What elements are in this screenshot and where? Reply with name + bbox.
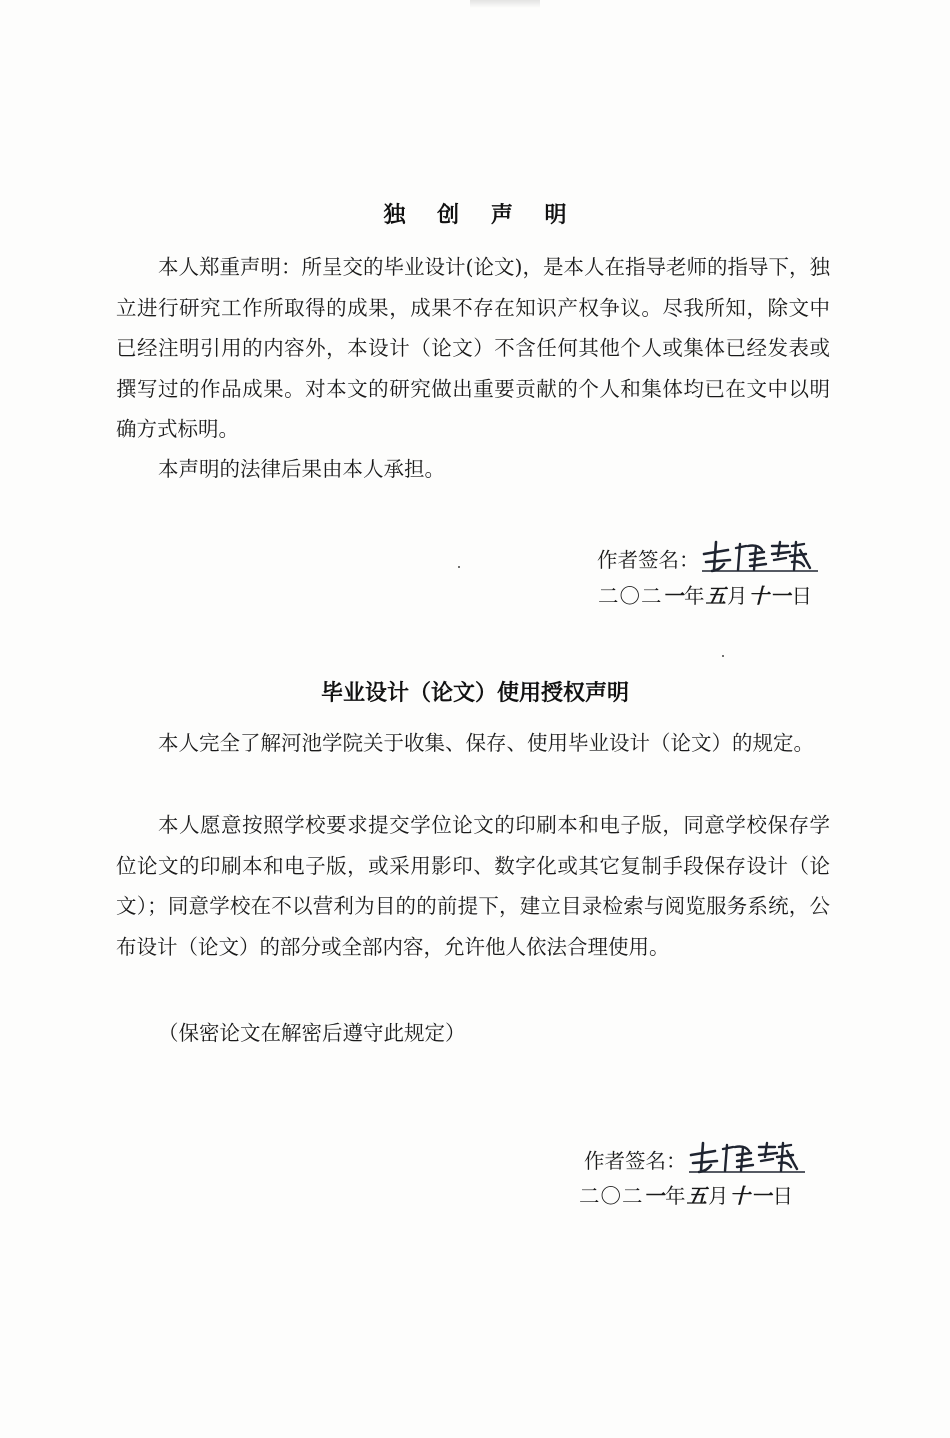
handwritten-month: 五 <box>705 584 727 608</box>
date-year-suffix: 年 <box>665 1184 687 1208</box>
scan-speck <box>458 566 460 568</box>
handwritten-year-digit: 一 <box>662 584 684 608</box>
date-year-prefix: 二〇二 <box>598 584 663 608</box>
handwritten-month: 五 <box>686 1184 708 1208</box>
handwritten-day: 十一 <box>729 1184 773 1208</box>
originality-declaration-paragraph: 本人郑重声明：所呈交的毕业设计(论文)，是本人在指导老师的指导下，独立进行研究工作所取得的成果，成果不存在知识产权争议。尽我所知，除文中已经注明引用的内容外，本设计（论文）不含任何其他个人或集体已经发表或撰写过的作品成果。对本文的研究做出重要贡献的个人和集体均已在文中以明确方式标明。 <box>116 255 830 441</box>
declaration-date <box>598 582 813 610</box>
scan-edge-shadow <box>470 0 540 8</box>
date-day-suffix: 日 <box>791 584 813 608</box>
handwritten-signature <box>687 1141 807 1175</box>
date-day-suffix: 日 <box>772 1184 794 1208</box>
authorization-date <box>579 1182 794 1210</box>
signature-label: 作者签名： <box>597 548 700 572</box>
authorization-consent-paragraph: 本人愿意按照学校要求提交学位论文的印刷本和电子版，同意学校保存学位论文的印刷本和电子版，或采用影印、数字化或其它复制手段保存设计（论文）；同意学校在不以营利为目的的前提下，建立目录检索与阅览服务系统，公布设计（论文）的部分或全部内容，允许他人依法合理使用。 <box>116 813 830 959</box>
author-signature-line <box>584 1141 807 1175</box>
handwritten-signature <box>700 540 820 574</box>
signature-strokes <box>687 1141 807 1175</box>
authorization-understanding-paragraph: 本人完全了解河池学院关于收集、保存、使用毕业设计（论文）的规定。 <box>158 731 814 755</box>
date-year-suffix: 年 <box>684 584 706 608</box>
date-year-prefix: 二〇二 <box>579 1184 644 1208</box>
legal-responsibility-paragraph: 本声明的法律后果由本人承担。 <box>158 457 445 481</box>
scan-speck <box>722 655 724 657</box>
date-month-suffix: 月 <box>708 1184 730 1208</box>
handwritten-year-digit: 一 <box>643 1184 665 1208</box>
authorization-declaration-title: 毕业设计（论文）使用授权声明 <box>320 681 629 706</box>
confidentiality-note: （保密论文在解密后遵守此规定） <box>158 1021 466 1045</box>
date-month-suffix: 月 <box>727 584 749 608</box>
signature-label: 作者签名： <box>584 1149 687 1173</box>
handwritten-day: 十一 <box>748 584 792 608</box>
signature-strokes <box>700 540 820 574</box>
author-signature-line <box>597 540 820 574</box>
originality-declaration-title: 独 创 声 明 <box>383 203 579 228</box>
